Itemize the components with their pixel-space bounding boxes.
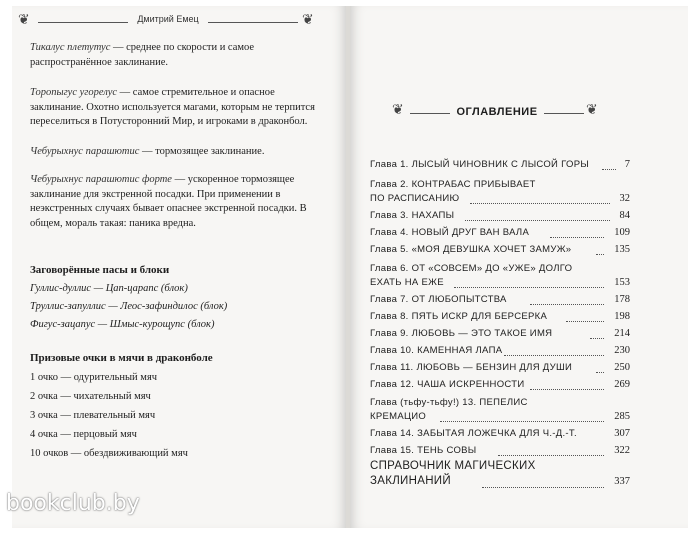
toc-page-number: 214: [614, 328, 630, 339]
points-row: 1 очко — одурительный мяч: [30, 372, 158, 383]
toc-leader: [465, 220, 610, 221]
points-row: 3 очка — плевательный мяч: [30, 410, 156, 421]
watermark-text: bookclub.by: [6, 491, 140, 516]
toc-entry-label: Глава 15. ТЕНЬ СОВЫ: [370, 445, 477, 456]
toc-entry-label: Глава (тьфу-тьфу!) 13. ПЕПЕЛИС: [370, 397, 528, 408]
toc-leader: [602, 169, 616, 170]
toc-entry[interactable]: [370, 262, 630, 290]
toc-leader: [530, 304, 604, 305]
toc-entry-label: Глава 12. ЧАША ИСКРЕННОСТИ: [370, 379, 525, 390]
pass-block: Шмыс-курощупс (блок): [109, 319, 215, 330]
spell-paragraph: [30, 173, 320, 231]
toc-entry[interactable]: [370, 427, 630, 441]
passes-heading: Заговорённые пасы и блоки: [30, 264, 170, 276]
toc-page-number: 285: [614, 411, 630, 422]
toc-leader: [482, 487, 604, 488]
toc-page-number: 322: [614, 445, 630, 456]
flourish-left-icon: ❦: [18, 13, 30, 28]
toc-page-number: 135: [614, 244, 630, 255]
spell-paragraph: [30, 41, 320, 70]
toc-entry[interactable]: [370, 327, 630, 341]
toc-leader: [596, 254, 604, 255]
toc-leader: [550, 237, 604, 238]
toc-entry-label-cont: ЗАКЛИНАНИЙ: [370, 475, 451, 487]
toc-title: ОГЛАВЛЕНИЕ: [456, 106, 538, 118]
pass-block: Цап-царапс (блок): [105, 283, 188, 294]
toc-entry-label-cont: КРЕМАЦИО: [370, 411, 427, 422]
spell-paragraph: [30, 145, 320, 160]
toc-leader: [440, 421, 604, 422]
toc-entry-label: Глава 8. ПЯТЬ ИСКР ДЛЯ БЕРСЕРКА: [370, 311, 548, 322]
toc-entry-label: Глава 14. ЗАБЫТАЯ ЛОЖЕЧКА ДЛЯ Ч.-Д.-Т.: [370, 428, 577, 439]
pass-row: Фигус-зацапус — Шмыс-курощупс (блок): [30, 319, 215, 330]
toc-entry-label-cont: ПО РАСПИСАНИЮ: [370, 193, 460, 204]
spell-term: Торопыгус угорелус: [30, 87, 118, 98]
pass-attack: Труллис-запуллис: [30, 301, 106, 312]
toc-entry[interactable]: [370, 396, 630, 424]
toc-entry-label: СПРАВОЧНИК МАГИЧЕСКИХ: [370, 460, 536, 472]
author-name-text: Дмитрий Емец: [131, 14, 204, 24]
toc-page-number: 178: [614, 294, 630, 305]
toc-entry[interactable]: [370, 460, 630, 490]
toc-entry[interactable]: [370, 209, 630, 223]
spell-term: Тикалус плетутус: [30, 42, 111, 53]
points-row: 4 очка — перцовый мяч: [30, 429, 137, 440]
toc-entry-label: Глава 10. КАМЕННАЯ ЛАПА: [370, 345, 503, 356]
toc-leader: [596, 372, 604, 373]
toc-leader: [566, 321, 604, 322]
toc-leader: [504, 355, 604, 356]
spell-term: Чебурыхнус парашютис: [30, 146, 140, 157]
toc-leader: [590, 338, 604, 339]
toc-entry[interactable]: [370, 158, 630, 172]
toc-entry[interactable]: [370, 226, 630, 240]
toc-entry-label: Глава 4. НОВЫЙ ДРУГ ВАН ВАЛА: [370, 227, 530, 238]
spell-text: — самое стремительное и опасное заклинание. Охотно используется магами, которым не терпится переселиться в Потусторонний Мир, и игроками в драконбол.: [30, 87, 315, 127]
flourish-right-icon: ❦: [586, 103, 598, 118]
toc-page-number: 32: [619, 193, 630, 204]
toc-header: [392, 98, 602, 128]
left-page-header: [18, 10, 318, 34]
pass-attack: Фигус-зацапус: [30, 319, 96, 330]
spell-term: Чебурыхнус парашютис форте: [30, 174, 172, 185]
toc-page-number: 7: [624, 159, 630, 170]
toc-leader: [454, 287, 604, 288]
spell-text: — тормозящее заклинание.: [139, 146, 265, 157]
toc-page-number: 230: [614, 345, 630, 356]
toc-page-number: 269: [614, 379, 630, 390]
pass-row: Гуллис-дуллис — Цап-царапс (блок): [30, 283, 188, 294]
toc-entry[interactable]: [370, 293, 630, 307]
spell-text: — ускоренное тормозящее заклинание для экстренной посадки. При применении в неэкстренных случаях бывает опаснее экстренной посадки. В общем, мораль такая: паника вредна.: [30, 174, 307, 229]
toc-entry-label: Глава 11. ЛЮБОВЬ — БЕНЗИН ДЛЯ ДУШИ: [370, 362, 573, 373]
toc-page-number: 153: [614, 277, 630, 288]
toc-entry-label: Глава 6. ОТ «СОВСЕМ» ДО «УЖЕ» ДОЛГО: [370, 263, 573, 274]
header-rule-right: [208, 22, 298, 23]
toc-entry-label: Глава 5. «МОЯ ДЕВУШКА ХОЧЕТ ЗАМУЖ»: [370, 244, 572, 255]
toc-page-number: 337: [614, 476, 630, 487]
points-row: 10 очков — обездвиживающий мяч: [30, 448, 188, 459]
toc-entry[interactable]: [370, 310, 630, 324]
toc-page-number: 198: [614, 311, 630, 322]
toc-leader: [498, 455, 604, 456]
toc-entry[interactable]: [370, 444, 630, 458]
toc-leader: [530, 389, 604, 390]
toc-leader: [470, 203, 610, 204]
toc-entry[interactable]: [370, 243, 630, 257]
flourish-right-icon: ❦: [302, 13, 314, 28]
toc-entry[interactable]: [370, 378, 630, 392]
toc-entry[interactable]: [370, 178, 630, 206]
pass-attack: Гуллис-дуллис: [30, 283, 92, 294]
pass-row: Труллис-запуллис — Леос-зафиндилос (блок): [30, 301, 228, 312]
header-rule-right: [544, 113, 584, 114]
toc-entry-label: Глава 3. НАХАПЫ: [370, 210, 455, 221]
toc-entry-label: Глава 2. КОНТРАБАС ПРИБЫВАЕТ: [370, 179, 536, 190]
spell-paragraph: [30, 86, 320, 130]
toc-entry[interactable]: [370, 344, 630, 358]
points-heading: Призовые очки в мячи в драконболе: [30, 352, 213, 364]
spell-text: — среднее по скорости и самое распространённое заклинание.: [30, 42, 255, 68]
toc-entry-label-cont: ЕХАТЬ НА ЕЖЕ: [370, 277, 444, 288]
toc-entry[interactable]: [370, 361, 630, 375]
flourish-left-icon: ❦: [392, 103, 404, 118]
pass-block: Леос-зафиндилос (блок): [120, 301, 228, 312]
toc-page-number: 307: [614, 428, 630, 439]
toc-entry-label: Глава 1. ЛЫСЫЙ ЧИНОВНИК С ЛЫСОЙ ГОРЫ: [370, 159, 590, 170]
toc-entry-label: Глава 9. ЛЮБОВЬ — ЭТО ТАКОЕ ИМЯ: [370, 328, 553, 339]
points-row: 2 очка — чихательный мяч: [30, 391, 151, 402]
toc-page-number: 109: [614, 227, 630, 238]
toc-page-number: 250: [614, 362, 630, 373]
toc-page-number: 84: [619, 210, 630, 221]
toc-entry-label: Глава 7. ОТ ЛЮБОПЫТСТВА: [370, 294, 507, 305]
